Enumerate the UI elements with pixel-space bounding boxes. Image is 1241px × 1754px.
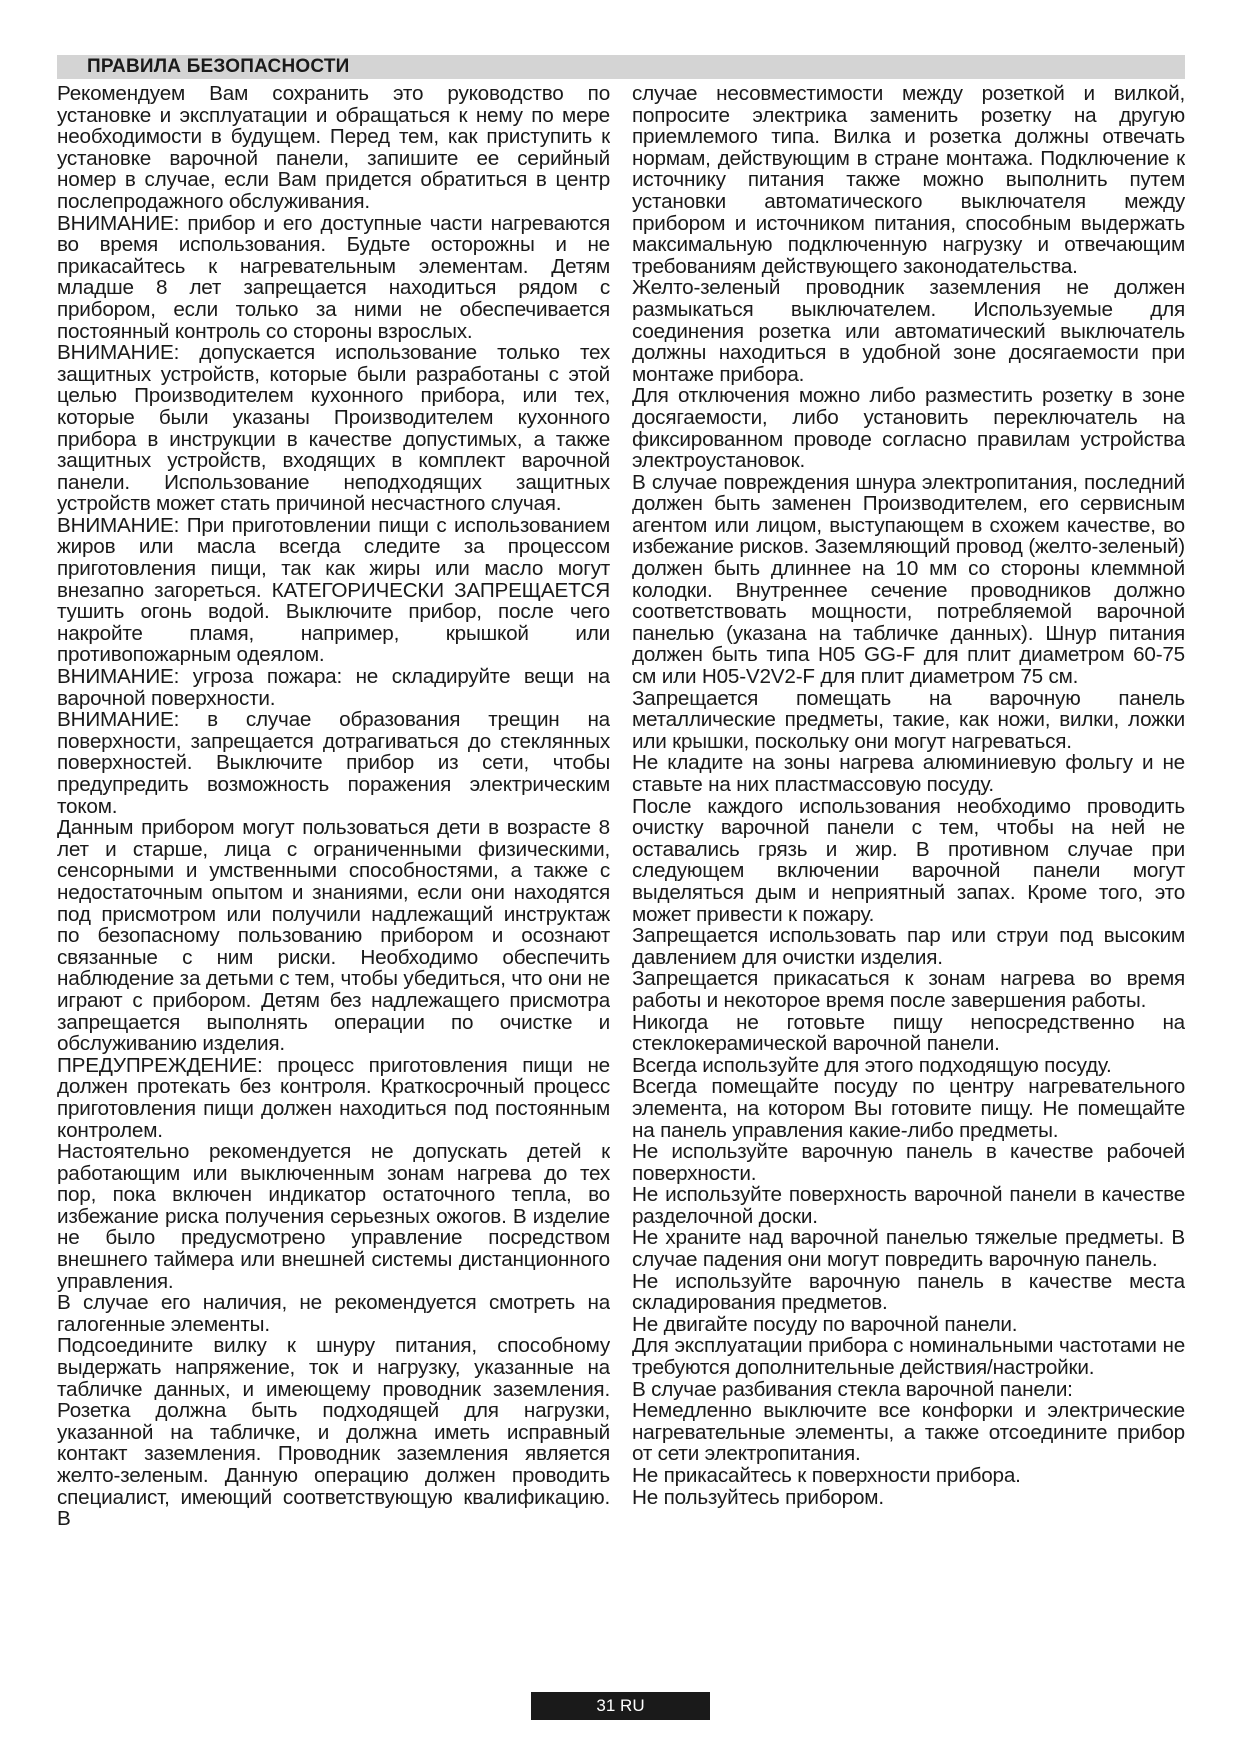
paragraph: ВНИМАНИЕ: в случае образования трещин на поверхности, запрещается дотрагиваться до стеклянных поверхностей. Выключите прибор из сети, чтобы предупредить возможность поражения электрическим током. — [57, 708, 610, 818]
paragraph: ПРЕДУПРЕЖДЕНИЕ: процесс приготовления пищи не должен протекать без контроля. Краткосрочный процесс приготовления пищи должен находиться под постоянным контролем. — [57, 1053, 610, 1142]
paragraph: Немедленно выключите все конфорки и электрические нагревательные элементы, а также отсоедините прибор от сети электропитания. — [632, 1399, 1185, 1466]
paragraph: После каждого использования необходимо проводить очистку варочной панели с тем, чтобы на ней не оставались грязь и жир. В противном случае при следующем включении варочной панели могут выделяться дым и неприятный запах. Кроме того, это может привести к пожару. — [632, 794, 1185, 926]
paragraph: Не используйте варочную панель в качестве рабочей поверхности. — [632, 1140, 1185, 1185]
paragraph: ВНИМАНИЕ: прибор и его доступные части нагреваются во время использования. Будьте осторожны и не прикасайтесь к нагревательным элементам. Детям младше 8 лет запрещается находиться рядом с прибором, если только за ними не обеспечивается постоянный контроль со стороны взрослых. — [57, 211, 610, 343]
paragraph: ВНИМАНИЕ: угроза пожара: не складируйте вещи на варочной поверхности. — [57, 665, 610, 710]
paragraph: Всегда помещайте посуду по центру нагревательного элемента, на котором Вы готовите пищу. Не помещайте на панель управления какие-либо предметы. — [632, 1075, 1185, 1142]
paragraph: Не используйте поверхность варочной панели в качестве разделочной доски. — [632, 1183, 1185, 1228]
section-title: ПРАВИЛА БЕЗОПАСНОСТИ — [87, 56, 350, 77]
paragraph: Запрещается помещать на варочную панель металлические предметы, такие, как ножи, вилки, ложки или крышки, поскольку они могут нагреваться. — [632, 686, 1185, 753]
paragraph: Не двигайте посуду по варочной панели. — [632, 1312, 1018, 1336]
paragraph: ВНИМАНИЕ: При приготовлении пищи с использованием жиров или масла всегда следите за процессом приготовления пищи, так как жиры или масло могут внезапно загореться. КАТЕГОРИЧЕСКИ ЗАПРЕЩАЕТСЯ тушить огонь водой. Выключите прибор, после чего накройте пламя, например, крышкой или противопожарным одеялом. — [57, 513, 610, 667]
paragraph: Запрещается использовать пар или струи под высоким давлением для очистки изделия. — [632, 924, 1185, 969]
paragraph: случае несовместимости между розеткой и вилкой, попросите электрика заменить розетку на другую приемлемого типа. Вилка и розетка должны отвечать нормам, действующим в стране монтажа. Подключение к источнику питания также можно выполнить путем установки автоматического выключателя между прибором и источником питания, способным выдержать максимальную подключенную нагрузку и отвечающим требованиям действующего законодательства. — [632, 83, 1185, 278]
paragraph: Не прикасайтесь к поверхности прибора. — [632, 1464, 1021, 1487]
page-number: 31 RU — [596, 1696, 645, 1715]
paragraph: Рекомендуем Вам сохранить это руководство по установке и эксплуатации и обращаться к нему по мере необходимости в будущем. Перед тем, как приступить к установке варочной панели, запишите ее серийный номер в случае, если Вам придется обратиться в центр послепродажного обслуживания. — [57, 83, 610, 213]
paragraph: Желто-зеленый проводник заземления не должен размыкаться выключателем. Используемые для соединения розетка или автоматический выключатель должны находиться в удобной зоне досягаемости при монтаже прибора. — [632, 276, 1185, 386]
paragraph: ВНИМАНИЕ: допускается использование только тех защитных устройств, которые были разработаны с этой целью Производителем кухонного прибора, или тех, которые были указаны Производителем кухонного прибора в инструкции в качестве допустимых, а также защитных устройств, входящих в комплект варочной панели. Использование неподходящих защитных устройств может стать причиной несчастного случая. — [57, 341, 610, 516]
paragraph: Запрещается прикасаться к зонам нагрева во время работы и некоторое время после завершения работы. — [632, 967, 1185, 1012]
paragraph: Настоятельно рекомендуется не допускать детей к работающим или выключенным зонам нагрева до тех пор, пока включен индикатор остаточного тепла, во избежание риска получения серьезных ожогов. В изделие не было предусмотрено управление посредством внешнего таймера или внешней системы дистанционного управления. — [57, 1140, 610, 1293]
paragraph: Никогда не готовьте пищу непосредственно на стеклокерамической варочной панели. — [632, 1010, 1185, 1056]
paragraph: Не храните над варочной панелью тяжелые предметы. В случае падения они могут повредить варочную панель. — [632, 1226, 1185, 1272]
paragraph: В случае повреждения шнура электропитания, последний должен быть заменен Производителем, его сервисным агентом или лицом, выступающем в схожем качестве, во избежание рисков. Заземляющий провод (желто-зеленый) должен быть длиннее на 10 мм со стороны клеммной колодки. Внутреннее сечение проводников должно соответствовать мощности, потребляемой варочной панелью (указана на табличке данных). Шнур питания должен быть типа H05 GG-F для плит диаметром 60-75 см или H05-V2V2-F для плит диаметром 75 см. — [632, 470, 1185, 689]
paragraph: Не кладите на зоны нагрева алюминиевую фольгу и не ставьте на них пластмассовую посуду. — [632, 751, 1185, 796]
paragraph: В случае его наличия, не рекомендуется смотреть на галогенные элементы. — [57, 1291, 610, 1336]
paragraph: Не используйте варочную панель в качестве места складирования предметов. — [632, 1269, 1185, 1315]
paragraph: Подсоедините вилку к шнуру питания, способному выдержать напряжение, ток и нагрузку, указанные на табличке данных, и имеющему проводник заземления. Розетка должна быть подходящей для нагрузки, указанной на табличке, и должна иметь исправный контакт заземления. Проводник заземления является желто-зеленым. Данную операцию должен проводить специалист, имеющий соответствующую квалификацию. В — [57, 1334, 610, 1531]
paragraph: Всегда используйте для этого подходящую посуду. — [632, 1053, 1112, 1077]
paragraph: Для эксплуатации прибора с номинальными частотами не требуются дополнительные действия/настройки. — [632, 1334, 1185, 1380]
paragraph: Данным прибором могут пользоваться дети в возрасте 8 лет и старше, лица с ограниченными физическими, сенсорными и умственными способностями, а также с недостаточным опытом и знаниями, если они находятся под присмотром или получили надлежащий инструктаж по безопасному пользованию прибором и осознают связанные с ним риски. Необходимо обеспечить наблюдение за детьми с тем, чтобы убедиться, что они не играют с прибором. Детям без надлежащего присмотра запрещается выполнять операции по очистке и обслуживанию изделия. — [57, 816, 610, 1056]
right-text-column — [632, 83, 1185, 1673]
left-text-column — [57, 83, 610, 1673]
page-number-badge — [531, 1692, 710, 1720]
paragraph: В случае разбивания стекла варочной панели: — [632, 1377, 1073, 1401]
section-header-bar — [57, 55, 1185, 79]
paragraph: Для отключения можно либо разместить розетку в зоне досягаемости, либо установить переключатель на фиксированном проводе согласно правилам устройства электроустановок. — [632, 384, 1185, 473]
paragraph: Не пользуйтесь прибором. — [632, 1485, 884, 1509]
